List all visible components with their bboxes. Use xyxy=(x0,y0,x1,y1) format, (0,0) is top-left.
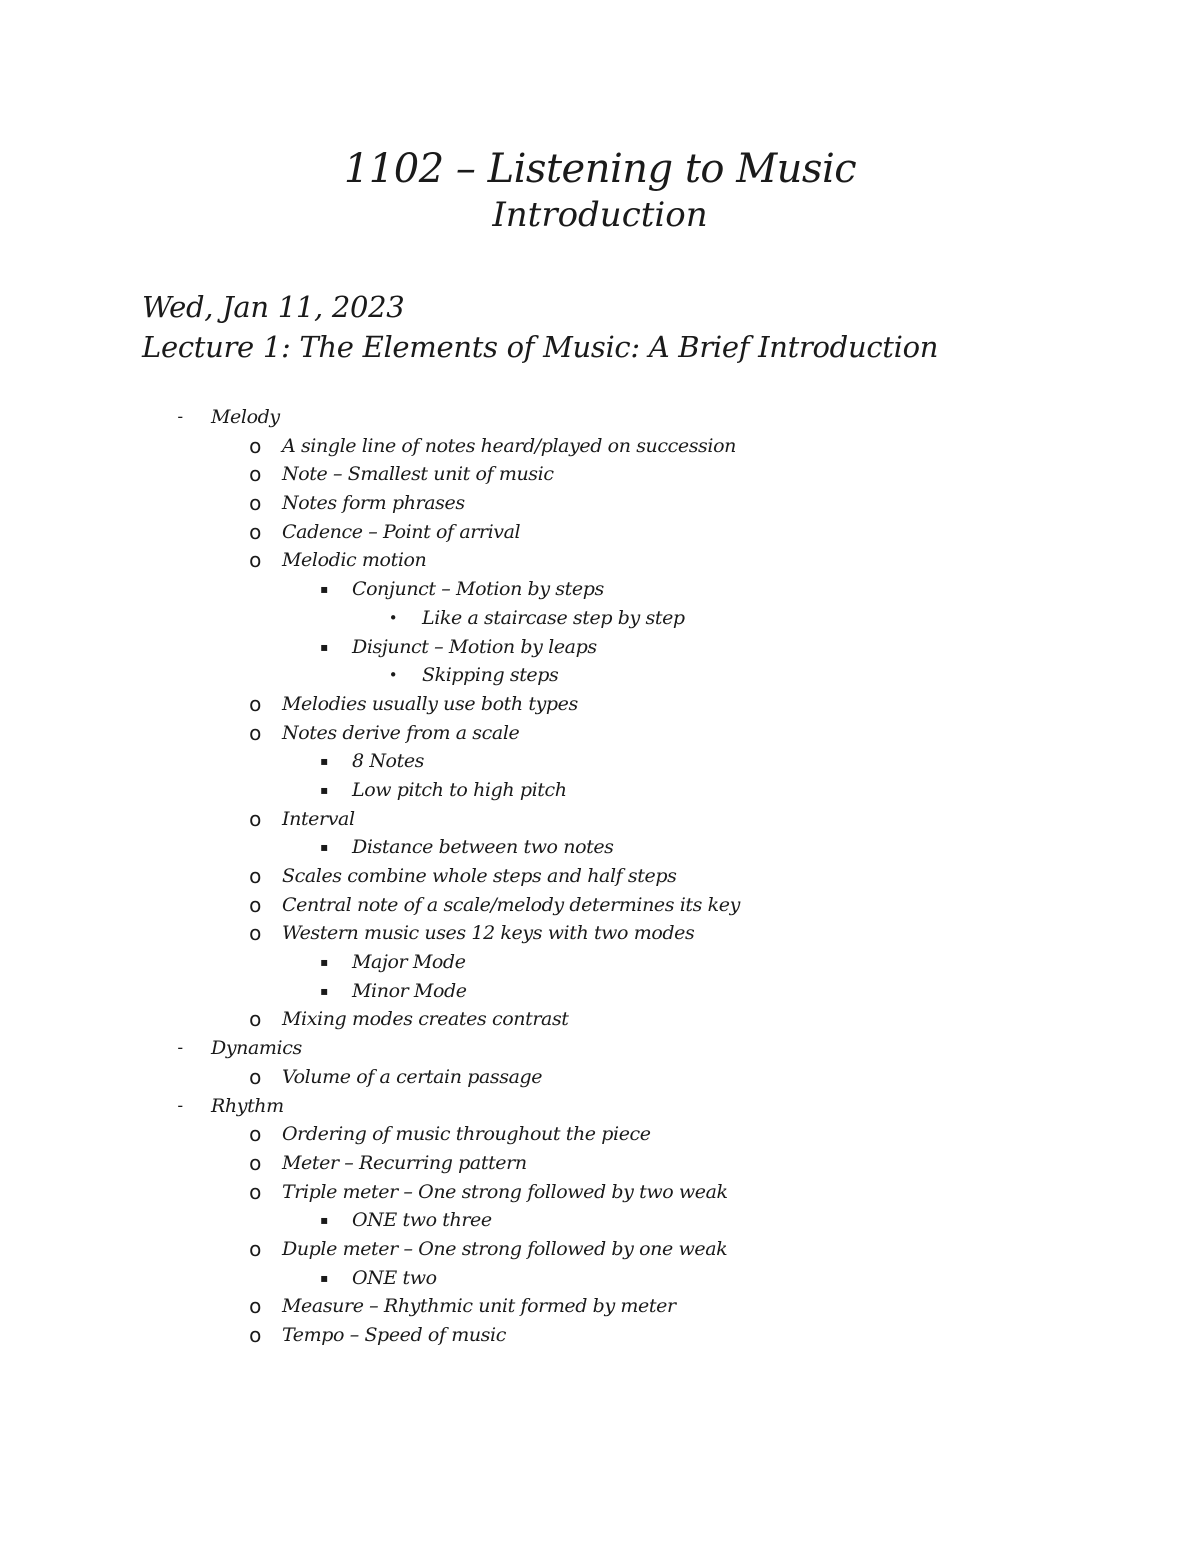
bullet-square-icon: ▪ xyxy=(320,983,328,998)
list-item xyxy=(0,805,1200,834)
bullet-circle-icon: o xyxy=(249,1150,261,1175)
bullet-circle-icon: o xyxy=(249,864,261,888)
bullet-square-icon: ▪ xyxy=(320,1270,328,1285)
list-item-text: Like a staircase step by step xyxy=(422,606,685,629)
list-item-text: Mixing modes creates contrast xyxy=(282,1008,569,1031)
list-item xyxy=(0,977,1200,1006)
list-item xyxy=(0,518,1200,547)
bullet-circle-icon: o xyxy=(249,491,261,516)
list-item xyxy=(0,633,1200,662)
bullet-dash-icon: - xyxy=(177,1038,183,1058)
list-item-text: Ordering of music throughout the piece xyxy=(282,1123,651,1146)
list-item-text: Central note of a scale/melody determines its key xyxy=(282,893,740,916)
list-item xyxy=(0,719,1200,748)
list-item xyxy=(0,1092,1200,1121)
list-item xyxy=(0,862,1200,891)
bullet-dash-icon: - xyxy=(177,407,183,426)
list-item xyxy=(0,776,1200,805)
list-item xyxy=(0,747,1200,776)
list-item-text: Melody xyxy=(211,406,280,428)
bullet-circle-icon: o xyxy=(249,462,261,487)
list-item-text: Minor Mode xyxy=(352,979,467,1002)
list-item xyxy=(0,604,1200,633)
bullet-circle-icon: o xyxy=(249,892,261,917)
bullet-square-icon: ▪ xyxy=(320,1213,328,1228)
list-item-text: Conjunct – Motion by steps xyxy=(352,578,604,601)
bullet-circle-icon: o xyxy=(249,691,261,716)
bullet-circle-icon: o xyxy=(249,1122,261,1147)
list-item-text: Melodic motion xyxy=(282,549,427,572)
bullet-circle-icon: o xyxy=(249,806,261,831)
bullet-square-icon: ▪ xyxy=(320,639,328,654)
bullet-dash-icon: - xyxy=(177,1095,183,1115)
bullet-circle-icon: o xyxy=(249,1007,261,1032)
list-item xyxy=(0,1120,1200,1149)
list-item-text: Notes derive from a scale xyxy=(282,721,520,744)
list-item xyxy=(0,432,1200,461)
list-item-text: ONE two three xyxy=(352,1209,492,1232)
list-item xyxy=(0,1149,1200,1178)
list-item-text: Disjunct – Motion by leaps xyxy=(352,635,597,658)
list-item xyxy=(0,546,1200,575)
list-item-text: Skipping steps xyxy=(422,664,559,687)
bullet-circle-icon: o xyxy=(249,1179,261,1204)
document-subtitle: Introduction xyxy=(492,195,708,235)
list-item-text: Cadence – Point of arrival xyxy=(282,520,521,543)
bullet-circle-icon: o xyxy=(249,1323,261,1347)
list-item xyxy=(0,1178,1200,1207)
lecture-date: Wed, Jan 11, 2023 xyxy=(142,290,405,324)
list-item xyxy=(0,575,1200,604)
bullet-square-icon: ▪ xyxy=(320,582,328,597)
bullet-square-icon: ▪ xyxy=(320,955,328,970)
bullet-circle-icon: o xyxy=(249,433,261,458)
bullet-square-icon: ▪ xyxy=(320,782,328,797)
list-item-text: Note – Smallest unit of music xyxy=(282,463,554,486)
list-item xyxy=(0,1063,1200,1092)
list-item xyxy=(0,833,1200,862)
notes-list xyxy=(0,403,1200,1350)
list-item-text: Duple meter – One strong followed by one weak xyxy=(282,1237,728,1260)
bullet-circle-icon: o xyxy=(249,921,261,946)
list-item-text: Melodies usually use both types xyxy=(282,692,578,715)
lecture-heading: Lecture 1: The Elements of Music: A Brief Introduction xyxy=(142,330,939,364)
list-item-text: Interval xyxy=(282,807,355,830)
list-item xyxy=(0,1292,1200,1321)
list-item xyxy=(0,948,1200,977)
list-item xyxy=(0,460,1200,489)
list-item xyxy=(0,1005,1200,1034)
bullet-circle-icon: o xyxy=(249,1294,261,1319)
list-item xyxy=(0,1235,1200,1264)
list-item-text: Scales combine whole steps and half steps xyxy=(282,865,677,887)
list-item-text: Measure – Rhythmic unit formed by meter xyxy=(282,1295,676,1318)
list-item-text: Notes form phrases xyxy=(282,492,465,515)
bullet-square-icon: ▪ xyxy=(320,754,328,769)
list-item xyxy=(0,1264,1200,1293)
list-item-text: Meter – Recurring pattern xyxy=(282,1151,527,1174)
list-item-text: A single line of notes heard/played on succession xyxy=(282,434,736,457)
list-item xyxy=(0,489,1200,518)
list-item xyxy=(0,403,1200,432)
bullet-circle-icon: o xyxy=(249,548,261,573)
bullet-circle-icon: o xyxy=(249,1064,261,1089)
list-item xyxy=(0,891,1200,920)
list-item-text: Major Mode xyxy=(352,951,466,974)
list-item-text: ONE two xyxy=(352,1266,437,1289)
list-item-text: Volume of a certain passage xyxy=(282,1065,543,1088)
list-item-text: Western music uses 12 keys with two modes xyxy=(282,922,695,945)
bullet-square-icon: ▪ xyxy=(320,840,328,855)
bullet-circle-icon: o xyxy=(249,720,261,745)
list-item xyxy=(0,1206,1200,1235)
bullet-circle-icon: o xyxy=(249,519,261,544)
document-title: 1102 – Listening to Music xyxy=(343,146,857,192)
list-item-text: Triple meter – One strong followed by two weak xyxy=(282,1180,728,1203)
list-item xyxy=(0,690,1200,719)
list-item-text: Rhythm xyxy=(211,1094,284,1117)
bullet-dot-icon: • xyxy=(388,666,398,685)
list-item-text: 8 Notes xyxy=(352,750,425,773)
list-item xyxy=(0,1321,1200,1350)
list-item xyxy=(0,919,1200,948)
list-item-text: Tempo – Speed of music xyxy=(282,1324,506,1346)
bullet-dot-icon: • xyxy=(388,608,398,627)
list-item xyxy=(0,661,1200,690)
bullet-circle-icon: o xyxy=(249,1236,261,1261)
list-item-text: Distance between two notes xyxy=(352,836,614,859)
list-item-text: Dynamics xyxy=(211,1037,302,1060)
list-item-text: Low pitch to high pitch xyxy=(352,778,567,801)
list-item xyxy=(0,1034,1200,1063)
